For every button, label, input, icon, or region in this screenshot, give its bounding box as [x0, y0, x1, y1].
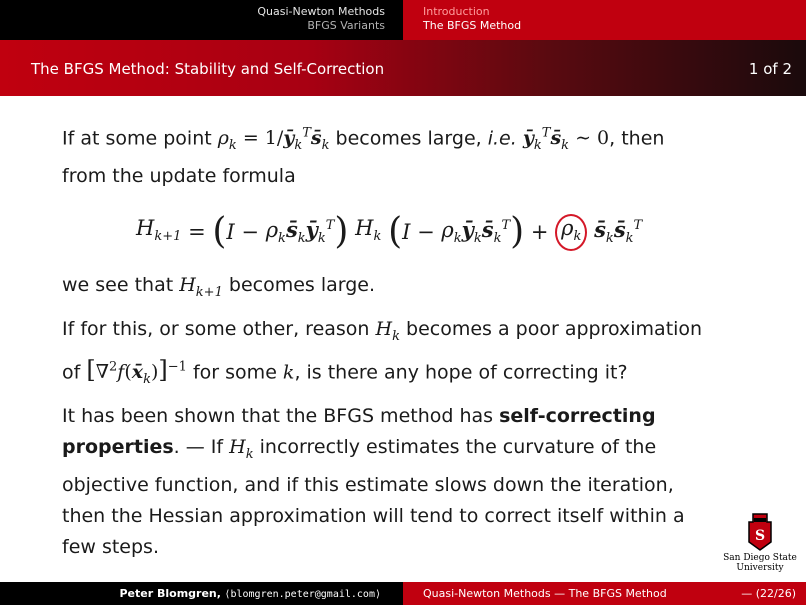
paragraph-question: If for this, or some other, reason $H_k$ becomes a poor approximation of $[\nabla^2f(x̄_k)]^{-1}$ for some k, is there any hope of correcting it?	[62, 317, 703, 387]
paragraph-intro	[62, 118, 762, 192]
author-email[interactable]: ⟨blomgren.peter@gmail.com⟩	[224, 589, 381, 600]
text: incorrectly estimates the curvature of the	[253, 435, 657, 458]
footer-title: Quasi-Newton Methods — The BFGS Method	[423, 587, 667, 600]
nav-section-right	[403, 0, 806, 40]
text: we see that	[62, 274, 180, 297]
text: , then	[609, 127, 665, 150]
h-k: $H_k$	[375, 317, 400, 344]
footer-right	[403, 582, 806, 605]
sdsu-emblem-icon	[720, 512, 800, 552]
inverse-hessian: $[\nabla^2f(x̄_k)]^{-1}$	[86, 356, 187, 387]
text: few steps.	[62, 535, 159, 558]
curvature-condition: $ȳ_k^Ts̄_k$ ∼ 0	[522, 126, 610, 154]
text: of	[62, 361, 87, 384]
text-ie: i.e.	[487, 127, 517, 150]
author-name: Peter Blomgren,	[119, 587, 221, 600]
slide-content	[62, 118, 762, 563]
sdsu-logo	[720, 512, 800, 578]
nav-link-quasi-newton[interactable]: Quasi-Newton Methods	[257, 5, 385, 18]
text: then the Hessian approximation will tend to correct itself within a	[62, 504, 685, 527]
logo-text-line2: University	[736, 563, 784, 573]
text: objective function, and if this estimate slows down the iteration,	[62, 473, 674, 496]
text: becomes a poor approximation	[399, 317, 703, 340]
h-k-plus-1: $H_{k+1}$	[179, 274, 223, 300]
text: becomes large.	[222, 274, 376, 297]
text: for some	[186, 361, 283, 384]
svg-text:S: S	[754, 528, 766, 544]
text: becomes large,	[329, 127, 488, 150]
bfgs-update-formula: $H_{k+1}$ = ( I − $\rho_ks̄_kȳ_k^T$ ) $H_k$ ( I − $\rho_kȳ_ks̄_k^T$ ) + $\rho_k$ $s̄_ks̄_k^T$	[136, 211, 643, 253]
rho-formula: $\rho_k$ = $1/ȳ_k^Ts̄_k$	[217, 126, 330, 154]
footer-left	[0, 582, 403, 605]
frame-page-counter: 1 of 2	[748, 60, 792, 78]
footer-author	[120, 587, 382, 600]
text: If for this, or some other, reason	[62, 317, 376, 340]
paragraph-self-correcting	[62, 401, 762, 563]
frame-title: The BFGS Method: Stability and Self-Correction	[31, 60, 385, 78]
nav-link-bfgs-variants[interactable]: BFGS Variants	[307, 19, 385, 32]
frame-title-bar	[0, 40, 806, 96]
logo-text-line1: San Diego State	[723, 553, 797, 563]
footer-page-number: — (22/26)	[741, 587, 796, 600]
text: from the update formula	[62, 165, 296, 188]
bold-text: self-correcting	[499, 404, 656, 427]
rho-highlight-circle: $\rho_k$	[555, 214, 587, 251]
h-k: $H_k$	[229, 435, 254, 462]
footer-bar	[0, 582, 806, 605]
text: , is there any hope of correcting it?	[294, 361, 628, 384]
nav-link-bfgs-method[interactable]: The BFGS Method	[423, 19, 522, 32]
top-navigation	[0, 0, 806, 40]
nav-section-left	[0, 0, 403, 40]
text: . — If	[173, 435, 230, 458]
text: It has been shown that the BFGS method has	[62, 404, 500, 427]
text: If at some point	[62, 127, 218, 150]
bold-text: properties	[62, 435, 174, 458]
nav-link-introduction[interactable]: Introduction	[423, 5, 490, 18]
paragraph-consequence	[62, 270, 762, 308]
